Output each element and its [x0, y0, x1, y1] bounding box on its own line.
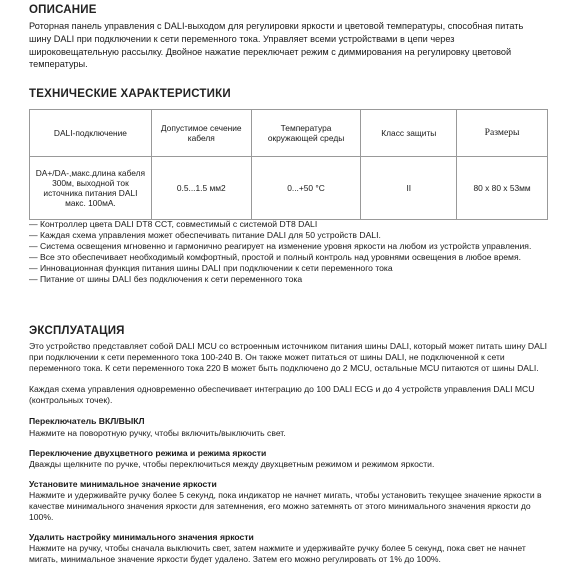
- specs-cell: 80 x 80 x 53мм: [457, 157, 548, 220]
- section-text: Нажмите на ручку, чтобы сначала выключить свет, затем нажмите и удерживайте ручку более 5 секунд, пока свет не начнет мигать, минимальное значение яркости будет удалено. Затем его можно регулировать от 1% до 100%.: [29, 543, 526, 565]
- section-title: Установите минимальное значение яркости: [29, 478, 217, 489]
- operation-body: [29, 341, 551, 575]
- feature-item: — Питание от шины DALI без подключения к сети переменного тока: [29, 274, 303, 285]
- specs-cell: 0.5...1.5 мм2: [151, 157, 251, 220]
- specs-cell: II: [361, 157, 457, 220]
- operation-integration: Каждая схема управления одновременно обеспечивает интеграцию до 100 DALI ECG и до 4 устройств управления DALI MCU (контрольных точек).: [29, 384, 535, 406]
- features-list: [29, 219, 549, 286]
- feature-item: — Контроллер цвета DALI DT8 CCT, совместимый с системой DT8 DALI: [29, 219, 318, 229]
- specs-cell: 0...+50 °C: [251, 157, 361, 220]
- specs-header-cell: Класс защиты: [361, 110, 457, 157]
- feature-item: — Каждая схема управления может обеспечивать питание DALI для 50 устройств DALI.: [29, 230, 381, 241]
- operation-section: [29, 479, 551, 523]
- feature-item: — Система освещения мгновенно и гармонично реагирует на изменение уровня яркости на любом из устройств управления.: [29, 241, 532, 252]
- section-title: Удалить настройку минимального значения яркости: [29, 532, 254, 543]
- specs-table: [29, 109, 548, 220]
- description-text: Роторная панель управления с DALI-выходом для регулировки яркости и цветовой температуры, способная питать шину DALI при подключении к сети переменного тока. Управляет всеми устройствами в цепи через широковещательную рассылку. Двойное нажатие переключает режим с диммирования на регулировку цветовой температуры.: [29, 21, 524, 70]
- specs-cell: DA+/DA-,макс.длина кабеля 300м, выходной ток источника питания DALI макс. 100мА.: [30, 157, 152, 220]
- description-heading: ОПИСАНИЕ: [29, 4, 97, 16]
- section-text: Нажмите и удерживайте ручку более 5 секунд, пока индикатор не начнет мигать, чтобы установить текущее значение яркости в качестве минимального значения яркости для затемнения, его можно затемнять от этого минимального значения яркости до 100%.: [29, 489, 542, 523]
- operation-intro: Это устройство представляет собой DALI MCU со встроенным источником питания шины DALI, который может питать шину DALI при подключении к сети переменного тока 100-240 В. Он также может питаться от шины DALI, не подключенной к сети переменного тока. К сети переменного тока 220 В может быть подключено до 2 MCU, остальные MCU питаются от шины DALI.: [29, 341, 548, 374]
- specs-heading: ТЕХНИЧЕСКИЕ ХАРАКТЕРИСТИКИ: [29, 88, 231, 100]
- section-title: Переключатель ВКЛ/ВЫКЛ: [29, 416, 145, 427]
- operation-section: [29, 448, 551, 470]
- section-text: Нажмите на поворотную ручку, чтобы включить/выключить свет.: [29, 427, 286, 438]
- specs-data-row: [30, 157, 548, 220]
- section-text: Дважды щелкните по ручке, чтобы переключиться между двухцветным режимом и режимом яркости.: [29, 458, 435, 469]
- section-title: Переключение двухцветного режима и режима яркости: [29, 447, 267, 458]
- operation-heading: ЭКСПЛУАТАЦИЯ: [29, 325, 125, 337]
- specs-header-cell: DALI-подключение: [30, 110, 152, 157]
- operation-section: [29, 532, 551, 565]
- operation-section: [29, 416, 551, 438]
- specs-header-row: [30, 110, 548, 157]
- specs-header-cell: Размеры: [457, 110, 548, 157]
- specs-header-cell: Температура окружающей среды: [251, 110, 361, 157]
- feature-item: — Инновационная функция питания шины DALI при подключении к сети переменного тока: [29, 263, 393, 274]
- feature-item: — Все это обеспечивает необходимый комфортный, простой и полный контроль над уровнями освещения в любое время.: [29, 252, 521, 263]
- specs-header-cell: Допустимое сечение кабеля: [151, 110, 251, 157]
